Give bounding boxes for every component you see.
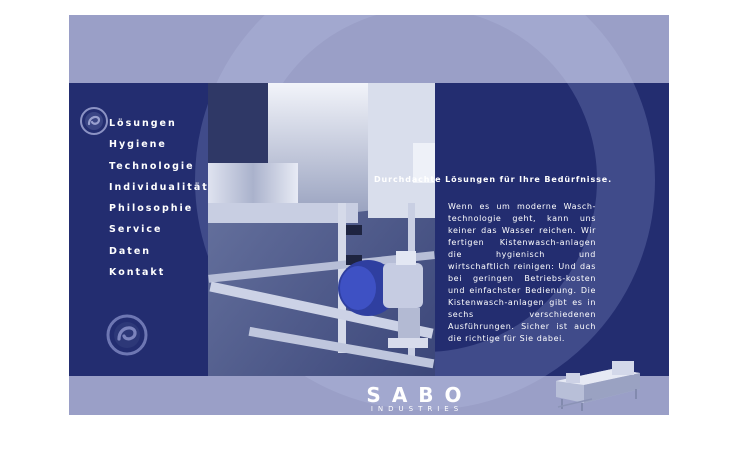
nav-item-service[interactable]: Service: [109, 224, 163, 236]
page-canvas: [69, 15, 669, 415]
content-band: [69, 83, 669, 376]
nav-item-daten[interactable]: Daten: [109, 245, 152, 257]
nav-item-philosophie[interactable]: Philosophie: [109, 203, 194, 215]
sabo-swirl-logo-icon[interactable]: [80, 107, 108, 135]
brand-subtitle: INDUSTRIES: [370, 405, 464, 413]
main-navigation: [109, 113, 209, 283]
nav-item-individualitaet[interactable]: Individualität: [109, 181, 209, 193]
nav-item-hygiene[interactable]: Hygiene: [109, 139, 167, 151]
brand-name: SABO: [366, 383, 473, 407]
nav-item-kontakt[interactable]: Kontakt: [109, 267, 166, 279]
washing-machine-thumbnail: [552, 359, 644, 411]
sabo-swirl-logo-icon-large: [106, 314, 148, 356]
brand-wordmark[interactable]: [355, 385, 475, 414]
tagline: Durchdachte Lösungen für Ihre Bedürfnisse.: [374, 175, 613, 184]
product-photo: [208, 83, 435, 376]
nav-item-loesungen[interactable]: Lösungen: [109, 118, 177, 129]
intro-paragraph: Wenn es um moderne Wasch-technologie geht, kann uns keiner das Wasser reichen. Wir fertigen Kistenwasch-anlagen die hygienisch und wirtschaftlich reinigen: Und das bei geringen Betriebs-kosten und einfachster Bedienung. Die Kistenwasch-anlagen gibt es in sechs verschiedenen Ausführungen. Sicher ist auch die richtige für Sie dabei.: [448, 202, 596, 343]
nav-item-technologie[interactable]: Technologie: [109, 160, 195, 172]
